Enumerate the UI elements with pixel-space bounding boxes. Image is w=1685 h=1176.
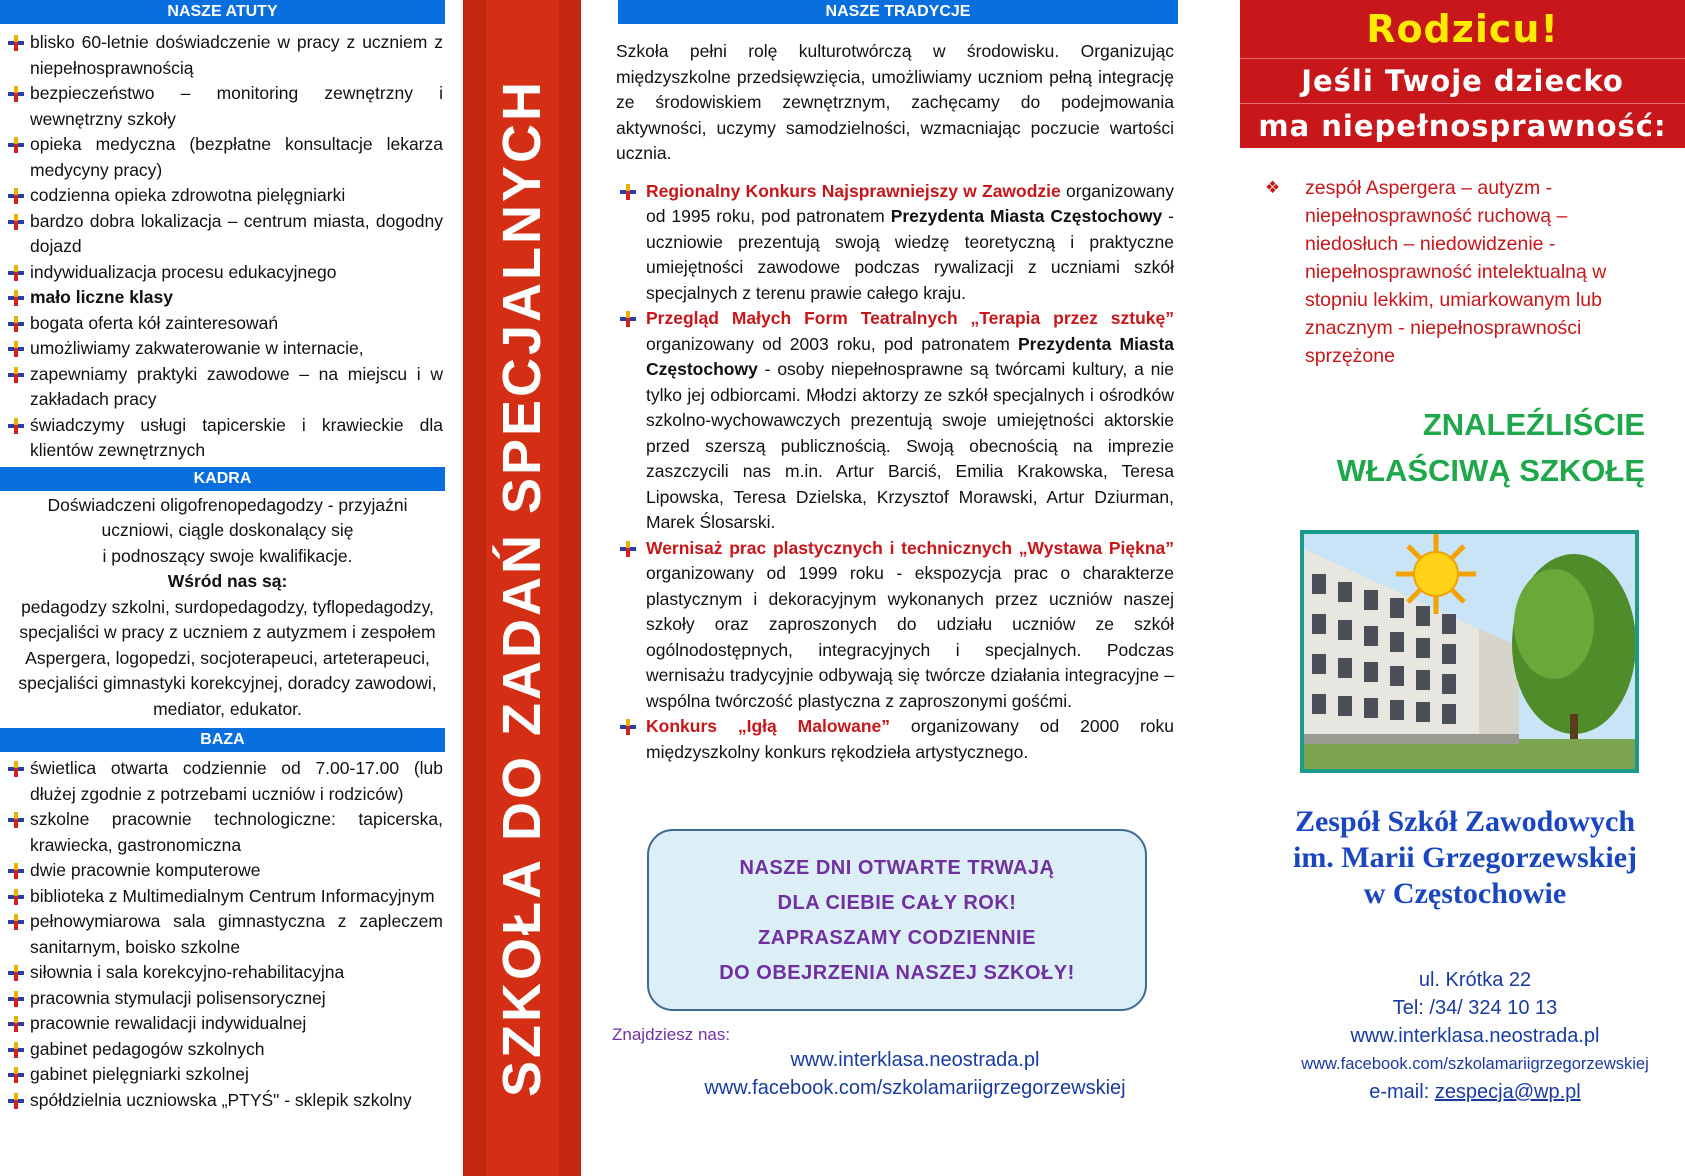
list-item: świetlica otwarta codziennie od 7.00-17.00 (lub dłużej zgodnie z potrzebami uczniów i rodziców): [8, 756, 443, 807]
open-days-box: NASZE DNI OTWARTE TRWAJĄ DLA CIEBIE CAŁY ROK! ZAPRASZAMY CODZIENNIE DO OBEJRZENIA NASZEJ SZKOŁY!: [647, 829, 1147, 1011]
banner-line-1: Jeśli Twoje dziecko: [1240, 58, 1685, 103]
found-school-heading: ZNALEŹLIŚCIE WŁAŚCIWĄ SZKOŁĘ: [1336, 407, 1645, 488]
list-item: dwie pracownie komputerowe: [8, 858, 443, 884]
atuty-list: [0, 30, 455, 464]
list-item: Wernisaż prac plastycznych i technicznych „Wystawa Piękna” organizowany od 1999 roku - ekspozycja prac o charakterze plastycznym i dekoracyjnym wykonanych przez uczniów naszej szkoły oraz zaproszonych do udziału uczniów ze szkół ogólnodostępnych, integracyjnych i specjalnych. Podczas wernisażu tradycyjnie odbywają się twórcze działania integracyjne – wspólna twórczość plastyczna z zaproszonymi gośćmi.: [616, 536, 1174, 715]
kadra-intro: Doświadczeni oligofrenopedagodzy - przyjaźni uczniowi, ciągle doskonalący się i podnoszący swoje kwalifikacje. Wśród nas są: pedagodzy szkolni, surdopedagodzy, tyflopedagodzy, specjaliści w pracy z uczniem z autyzmem i zespołem Aspergera, logopedzi, socjoterapeuci, arteterapeuci, specjaliści gimnastyki korekcyjnej, doradcy zawodowi, mediator, edukator.: [0, 491, 455, 723]
list-item: indywidualizacja procesu edukacyjnego: [8, 260, 443, 286]
bullet-icon: [8, 367, 24, 383]
list-item: gabinet pedagogów szkolnych: [8, 1037, 443, 1063]
address: ul. Krótka 22: [1418, 969, 1532, 991]
baza-header: BAZA: [0, 728, 445, 752]
list-item: zapewniamy praktyki zawodowe – na miejscu i w zakładach pracy: [8, 362, 443, 413]
list-item: Regionalny Konkurs Najsprawniejszy w Zawodzie organizowany od 1995 roku, pod patronatem Prezydenta Miasta Częstochowy - uczniowie prezentują swoją wiedzę teoretyczną i praktyczne umiejętności zawodowe podczas rywalizacji z uczniami szkół specjalnych z terenu prawie całego kraju.: [616, 179, 1174, 307]
bullet-icon: [8, 812, 24, 828]
contact-info: [1265, 966, 1685, 1106]
list-item: Przegląd Małych Form Teatralnych „Terapia przez sztukę” organizowany od 2003 roku, pod patronatem Prezydenta Miasta Częstochowy - osoby niepełnosprawne są twórcami kultury, a nie tylko jej odbiorcami. Młodzi aktorzy ze szkół specjalnych i ośrodków szkolno-wychowawczych prezentują swoje umiejętności aktorskie przed szerszą publicznością. Swoją obecnością na imprezie zaszczycili nas m.in. Artur Barciś, Emilia Krakowska, Teresa Lipowska, Teresa Dzielska, Krzysztof Morawski, Artur Dziurman, Marek Ślosarski.: [616, 306, 1174, 536]
bullet-icon: [8, 86, 24, 102]
bullet-icon: [8, 965, 24, 981]
bullet-icon: [620, 541, 636, 557]
bullet-icon: [8, 1093, 24, 1109]
bullet-icon: [8, 418, 24, 434]
bullet-icon: [8, 914, 24, 930]
bullet-icon: [8, 290, 24, 306]
email-line: e-mail: zespecja@wp.pl: [1369, 1081, 1581, 1103]
diamond-bullet-icon: ❖: [1265, 178, 1281, 197]
bullet-icon: [8, 1042, 24, 1058]
email-link[interactable]: zespecja@wp.pl: [1434, 1081, 1581, 1103]
spine-title: SZKOŁA DO ZADAŃ SPECJALNYCH: [492, 78, 552, 1098]
bullet-icon: [8, 761, 24, 777]
bullet-icon: [8, 863, 24, 879]
bullet-icon: [8, 214, 24, 230]
atuty-header: NASZE ATUTY: [0, 0, 445, 24]
list-item: świadczymy usługi tapicerskie i krawieckie dla klientów zewnętrznych: [8, 413, 443, 464]
tradycje-intro: Szkoła pełni rolę kulturotwórczą w środowisku. Organizując międzyszkolne przedsięwzięcia, umożliwiamy uczniom pełną integrację ze środowiskiem zewnętrznym, zachęcamy do podejmowania aktywności, uczymy samodzielności, wzmacniając poczucie wartości ucznia.: [616, 41, 1174, 163]
tradycje-list: [612, 179, 1178, 766]
find-us-label: Znajdziesz nas:: [612, 1025, 731, 1044]
bullet-icon: [8, 265, 24, 281]
bullet-icon: [8, 889, 24, 905]
school-name: Zespół Szkół Zawodowych im. Marii Grzegorzewskiej w Częstochowie: [1292, 805, 1638, 910]
school-photo: [1300, 530, 1639, 773]
list-item: umożliwiamy zakwaterowanie w internacie,: [8, 336, 443, 362]
list-item: Konkurs „Igłą Malowane” organizowany od 2000 roku międzyszkolny konkurs rękodzieła artystycznego.: [616, 714, 1174, 765]
phone: Tel: /34/ 324 10 13: [1392, 997, 1558, 1019]
bullet-icon: [620, 311, 636, 327]
list-item: bezpieczeństwo – monitoring zewnętrzny i wewnętrzny szkoły: [8, 81, 443, 132]
bullet-icon: [8, 1067, 24, 1083]
bullet-icon: [8, 991, 24, 1007]
bullet-icon: [8, 137, 24, 153]
list-item: siłownia i sala korekcyjno-rehabilitacyjna: [8, 960, 443, 986]
facebook-link-right[interactable]: www.facebook.com/szkolamariigrzegorzewskiej: [1301, 1055, 1649, 1073]
kadra-list: pedagodzy szkolni, surdopedagodzy, tyflopedagodzy, specjaliści w pracy z uczniem z autyzmem i zespołem Aspergera, logopedzi, socjoterapeuci, arteterapeuci, specjaliści gimnastyki korekcyjnej, doradcy zawodowi, mediator, edukator.: [18, 596, 437, 719]
bullet-icon: [8, 188, 24, 204]
bullet-icon: [8, 316, 24, 332]
baza-list: [0, 756, 455, 1113]
list-item: blisko 60-letnie doświadczenie w pracy z uczniem z niepełnosprawnością: [8, 30, 443, 81]
list-item: pełnowymiarowa sala gimnastyczna z zapleczem sanitarnym, boisko szkolne: [8, 909, 443, 960]
left-panel: [0, 0, 455, 1176]
list-item: pracownia stymulacji polisensorycznej: [8, 986, 443, 1012]
bullet-icon: [620, 719, 636, 735]
website-link-right[interactable]: www.interklasa.neostrada.pl: [1350, 1025, 1600, 1047]
right-panel: [1240, 0, 1685, 1176]
list-item: szkolne pracownie technologiczne: tapicerska, krawiecka, gastronomiczna: [8, 807, 443, 858]
list-item: bogata oferta kół zainteresowań: [8, 311, 443, 337]
disability-list: ❖ zespół Aspergera – autyzm - niepełnosprawność ruchową – niedosłuch – niedowidzenie - niepełnosprawność intelektualną w stopniu lekkim, umiarkowanym lub znacznym - niepełnosprawności sprzężone: [1265, 177, 1607, 367]
facebook-link[interactable]: www.facebook.com/szkolamariigrzegorzewskiej: [704, 1077, 1126, 1099]
list-item: pracownie rewalidacji indywidualnej: [8, 1011, 443, 1037]
list-item: spółdzielnia uczniowska „PTYŚ" - sklepik szkolny: [8, 1088, 443, 1114]
list-item: gabinet pielęgniarki szkolnej: [8, 1062, 443, 1088]
kadra-header: KADRA: [0, 467, 445, 491]
banner-line-2: ma niepełnosprawność:: [1240, 103, 1685, 148]
bullet-icon: [620, 184, 636, 200]
bullet-icon: [8, 1016, 24, 1032]
list-item: bardzo dobra lokalizacja – centrum miasta, dogodny dojazd: [8, 209, 443, 260]
list-item: opieka medyczna (bezpłatne konsultacje lekarza medycyny pracy): [8, 132, 443, 183]
bullet-icon: [8, 341, 24, 357]
middle-panel: [612, 0, 1178, 1176]
list-item: biblioteka z Multimedialnym Centrum Informacyjnym: [8, 884, 443, 910]
bullet-icon: [8, 35, 24, 51]
banner-title: Rodzicu!: [1366, 7, 1559, 51]
parent-banner: [1240, 0, 1685, 148]
tradycje-header: NASZE TRADYCJE: [618, 0, 1178, 24]
list-item: codzienna opieka zdrowotna pielęgniarki: [8, 183, 443, 209]
website-link[interactable]: www.interklasa.neostrada.pl: [790, 1049, 1040, 1071]
list-item: mało liczne klasy: [8, 285, 443, 311]
kadra-subheading: Wśród nas są:: [167, 571, 288, 591]
school-building-image: [1304, 534, 1635, 769]
